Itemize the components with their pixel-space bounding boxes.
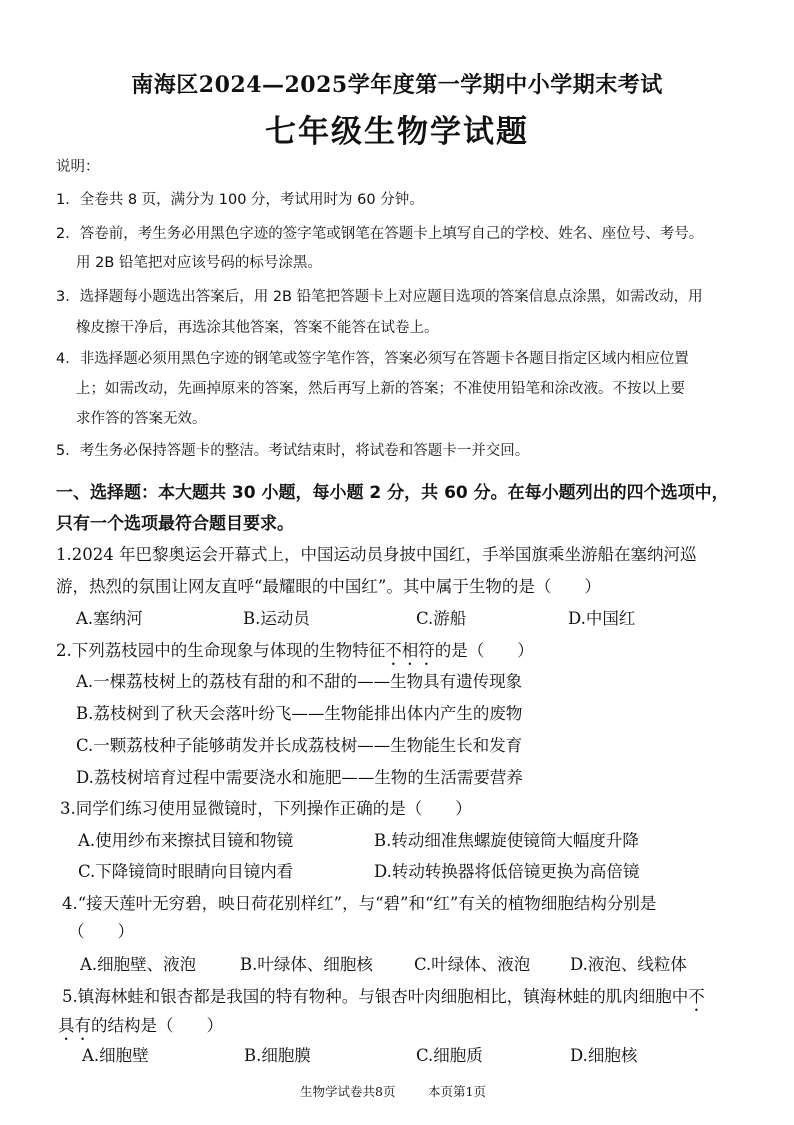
question-4-option-b: B.叶绿体、细胞核 xyxy=(240,955,373,974)
question-3-option-a: A.使用纱布来擦拭目镜和物镜 xyxy=(78,831,294,850)
emphasis-text: 不 xyxy=(688,987,705,1006)
question-5-stem-cont: 具有的结构是（ ） xyxy=(58,1016,223,1035)
question-4-stem: 4.“接天莲叶无穷碧，映日荷花别样红”，与“碧”和“红”有关的植物细胞结构分别是 xyxy=(62,894,657,913)
question-2-stem: 2.下列荔枝园中的生命现象与体现的生物特征不相符的是（ ） xyxy=(56,641,534,660)
question-3-option-c: C.下降镜筒时眼睛向目镜内看 xyxy=(78,862,294,881)
question-5-option-a: A.细胞壁 xyxy=(82,1046,149,1065)
question-5-option-b: B.细胞膜 xyxy=(244,1046,311,1065)
note-line: 求作答的答案无效。 xyxy=(76,411,207,427)
question-2-option-c: C.一颗荔枝种子能够萌发并长成荔枝树——生物能生长和发育 xyxy=(76,736,523,755)
question-1-option-b: B.运动员 xyxy=(243,609,310,628)
note-line: 4．非选择题必须用黑色字迹的钢笔或签字笔作答，答案必须写在答题卡各题目指定区域内相应位置 xyxy=(56,351,689,367)
question-3-stem: 3.同学们练习使用显微镜时，下列操作正确的是（ ） xyxy=(60,799,472,818)
exam-title: 南海区2024—2025学年度第一学期中小学期末考试 xyxy=(131,72,663,98)
question-4-option-c: C.叶绿体、液泡 xyxy=(414,955,531,974)
section-heading: 一、选择题：本大题共 30 小题，每小题 2 分，共 60 分。在每小题列出的四个选项中， xyxy=(56,483,729,503)
question-2-option-d: D.荔枝树培育过程中需要浇水和施肥——生物的生活需要营养 xyxy=(76,768,523,787)
question-5-option-d: D.细胞核 xyxy=(570,1046,638,1065)
note-line: 3．选择题每小题选出答案后，用 2B 铅笔把答题卡上对应题目选项的答案信息点涂黑，如需改动，用 xyxy=(56,289,703,305)
question-2-option-a: A.一棵荔枝树上的荔枝有甜的和不甜的——生物具有遗传现象 xyxy=(76,672,523,691)
note-line: 1．全卷共 8 页，满分为 100 分，考试用时为 60 分钟。 xyxy=(56,192,424,208)
question-1-option-c: C.游船 xyxy=(416,609,467,628)
question-4-option-a: A.细胞壁、液泡 xyxy=(80,955,197,974)
exam-subject-title: 七年级生物学试题 xyxy=(265,114,529,150)
question-5-option-c: C.细胞质 xyxy=(416,1046,483,1065)
note-line: 用 2B 铅笔把对应该号码的标号涂黑。 xyxy=(76,255,322,271)
question-1-stem-cont: 游，热烈的氛围让网友直呼“最耀眼的中国红”。其中属于生物的是（ ） xyxy=(56,577,601,596)
emphasis-text: 具有 xyxy=(58,1016,91,1035)
notes-heading: 说明： xyxy=(56,159,100,175)
note-line: 上；如需改动，先画掉原来的答案，然后再写上新的答案；不准使用铅笔和涂改液。不按以上要 xyxy=(76,381,685,397)
question-2-option-b: B.荔枝树到了秋天会落叶纷飞——生物能排出体内产生的废物 xyxy=(76,704,523,723)
question-1-option-d: D.中国红 xyxy=(568,609,636,628)
question-5-stem: 5.镇海林蛙和银杏都是我国的特有物种。与银杏叶肉细胞相比，镇海林蛙的肌肉细胞中不 xyxy=(62,987,705,1006)
question-1-option-a: A.塞纳河 xyxy=(76,609,143,628)
note-line: 橡皮擦干净后，再选涂其他答案，答案不能答在试卷上。 xyxy=(76,320,439,336)
note-line: 5．考生务必保持答题卡的整洁。考试结束时，将试卷和答题卡一并交回。 xyxy=(56,443,530,459)
footer-page-number: 本页第1页 xyxy=(428,1084,486,1099)
question-3-option-d: D.转动转换器将低倍镜更换为高倍镜 xyxy=(374,862,640,881)
footer-total-pages: 生物学试卷共8页 xyxy=(300,1084,396,1099)
section-heading-cont: 只有一个选项最符合题目要求。 xyxy=(56,514,294,534)
question-1-stem: 1.2024 年巴黎奥运会开幕式上，中国运动员身披中国红，手举国旗乘坐游船在塞纳河巡 xyxy=(56,545,697,564)
question-3-option-b: B.转动细准焦螺旋使镜筒大幅度升降 xyxy=(374,831,639,850)
question-4-option-d: D.液泡、线粒体 xyxy=(570,955,687,974)
note-line: 2．答卷前，考生务必用黑色字迹的签字笔或钢笔在答题卡上填写自己的学校、姓名、座位号、考号。 xyxy=(56,226,704,242)
emphasis-text: 不相符 xyxy=(385,641,435,660)
question-4-stem-cont: （ ） xyxy=(68,922,134,941)
